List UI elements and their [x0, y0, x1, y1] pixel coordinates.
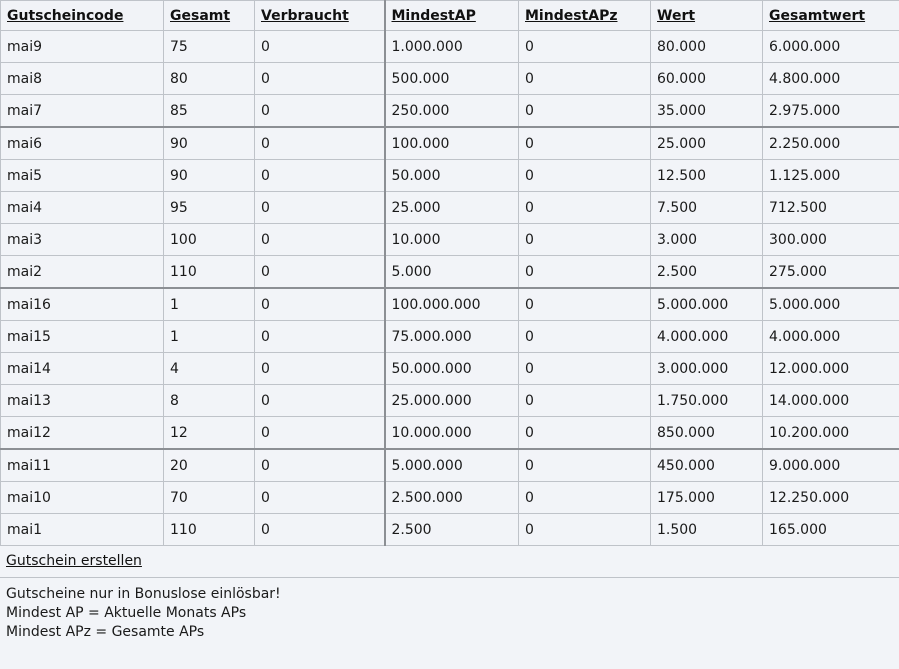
- cell-wert: 1.750.000: [651, 385, 763, 417]
- cell-gesamtwert: 2.975.000: [763, 95, 899, 128]
- table-row: [1, 192, 899, 224]
- sort-link-verbraucht[interactable]: Verbraucht: [261, 8, 349, 24]
- cell-verbraucht: 0: [255, 127, 385, 160]
- cell-code: mai6: [1, 127, 164, 160]
- cell-mindestapz: 0: [519, 127, 651, 160]
- cell-code: mai11: [1, 449, 164, 482]
- cell-gesamtwert: 2.250.000: [763, 127, 899, 160]
- cell-gesamt: 20: [164, 449, 255, 482]
- cell-gesamtwert: 5.000.000: [763, 288, 899, 321]
- note-line: Gutscheine nur in Bonuslose einlösbar!: [6, 585, 893, 604]
- header-mindestap[interactable]: [385, 1, 519, 31]
- cell-wert: 5.000.000: [651, 288, 763, 321]
- cell-mindestap: 250.000: [385, 95, 519, 128]
- table-row: [1, 449, 899, 482]
- table-row: [1, 385, 899, 417]
- note-line: Mindest AP = Aktuelle Monats APs: [6, 604, 893, 623]
- cell-gesamtwert: 10.200.000: [763, 417, 899, 450]
- cell-code: mai10: [1, 482, 164, 514]
- cell-code: mai8: [1, 63, 164, 95]
- cell-mindestap: 50.000.000: [385, 353, 519, 385]
- cell-verbraucht: 0: [255, 321, 385, 353]
- header-verbraucht[interactable]: [255, 1, 385, 31]
- cell-gesamtwert: 9.000.000: [763, 449, 899, 482]
- cell-wert: 25.000: [651, 127, 763, 160]
- header-mindestapz[interactable]: [519, 1, 651, 31]
- cell-verbraucht: 0: [255, 288, 385, 321]
- sort-link-wert[interactable]: Wert: [657, 8, 695, 24]
- cell-code: mai16: [1, 288, 164, 321]
- cell-wert: 2.500: [651, 256, 763, 289]
- table-row: [1, 95, 899, 128]
- cell-mindestapz: 0: [519, 514, 651, 546]
- cell-mindestap: 500.000: [385, 63, 519, 95]
- cell-code: mai15: [1, 321, 164, 353]
- cell-mindestapz: 0: [519, 256, 651, 289]
- cell-code: mai5: [1, 160, 164, 192]
- cell-code: mai12: [1, 417, 164, 450]
- info-notes: [0, 578, 899, 669]
- cell-gesamt: 110: [164, 514, 255, 546]
- cell-gesamt: 80: [164, 63, 255, 95]
- cell-mindestap: 5.000: [385, 256, 519, 289]
- cell-gesamtwert: 12.250.000: [763, 482, 899, 514]
- cell-wert: 7.500: [651, 192, 763, 224]
- cell-code: mai4: [1, 192, 164, 224]
- cell-mindestapz: 0: [519, 417, 651, 450]
- cell-gesamt: 100: [164, 224, 255, 256]
- table-row: [1, 127, 899, 160]
- cell-verbraucht: 0: [255, 224, 385, 256]
- cell-wert: 850.000: [651, 417, 763, 450]
- cell-wert: 3.000: [651, 224, 763, 256]
- table-row: [1, 321, 899, 353]
- cell-mindestap: 2.500.000: [385, 482, 519, 514]
- cell-wert: 60.000: [651, 63, 763, 95]
- table-row: [1, 63, 899, 95]
- cell-mindestap: 2.500: [385, 514, 519, 546]
- cell-verbraucht: 0: [255, 160, 385, 192]
- cell-mindestapz: 0: [519, 224, 651, 256]
- cell-wert: 3.000.000: [651, 353, 763, 385]
- table-row: [1, 417, 899, 450]
- cell-gesamt: 75: [164, 31, 255, 63]
- table-row: [1, 353, 899, 385]
- cell-mindestapz: 0: [519, 160, 651, 192]
- cell-mindestapz: 0: [519, 31, 651, 63]
- header-gutscheincode[interactable]: [1, 1, 164, 31]
- cell-gesamtwert: 12.000.000: [763, 353, 899, 385]
- cell-gesamtwert: 300.000: [763, 224, 899, 256]
- cell-code: mai1: [1, 514, 164, 546]
- table-row: [1, 224, 899, 256]
- header-wert[interactable]: [651, 1, 763, 31]
- cell-gesamt: 90: [164, 160, 255, 192]
- header-gesamtwert[interactable]: [763, 1, 899, 31]
- cell-gesamt: 1: [164, 321, 255, 353]
- cell-mindestapz: 0: [519, 482, 651, 514]
- cell-mindestapz: 0: [519, 353, 651, 385]
- cell-verbraucht: 0: [255, 95, 385, 128]
- cell-mindestap: 25.000.000: [385, 385, 519, 417]
- cell-mindestapz: 0: [519, 321, 651, 353]
- cell-verbraucht: 0: [255, 31, 385, 63]
- create-voucher-row: [0, 546, 899, 578]
- cell-verbraucht: 0: [255, 63, 385, 95]
- table-row: [1, 160, 899, 192]
- cell-wert: 175.000: [651, 482, 763, 514]
- cell-verbraucht: 0: [255, 256, 385, 289]
- cell-wert: 12.500: [651, 160, 763, 192]
- create-voucher-link[interactable]: Gutschein erstellen: [6, 553, 142, 569]
- cell-mindestapz: 0: [519, 192, 651, 224]
- cell-gesamt: 8: [164, 385, 255, 417]
- table-row: [1, 31, 899, 63]
- cell-gesamtwert: 4.800.000: [763, 63, 899, 95]
- cell-code: mai3: [1, 224, 164, 256]
- cell-verbraucht: 0: [255, 353, 385, 385]
- cell-wert: 1.500: [651, 514, 763, 546]
- cell-gesamtwert: 165.000: [763, 514, 899, 546]
- cell-mindestap: 1.000.000: [385, 31, 519, 63]
- table-row: [1, 514, 899, 546]
- table-row: [1, 256, 899, 289]
- cell-code: mai14: [1, 353, 164, 385]
- cell-verbraucht: 0: [255, 449, 385, 482]
- cell-mindestapz: 0: [519, 63, 651, 95]
- cell-mindestapz: 0: [519, 385, 651, 417]
- cell-gesamtwert: 1.125.000: [763, 160, 899, 192]
- cell-gesamtwert: 4.000.000: [763, 321, 899, 353]
- cell-verbraucht: 0: [255, 192, 385, 224]
- cell-wert: 80.000: [651, 31, 763, 63]
- cell-mindestapz: 0: [519, 95, 651, 128]
- cell-mindestap: 100.000: [385, 127, 519, 160]
- cell-gesamt: 90: [164, 127, 255, 160]
- cell-gesamt: 95: [164, 192, 255, 224]
- cell-gesamtwert: 6.000.000: [763, 31, 899, 63]
- sort-link-mindestap[interactable]: MindestAP: [392, 8, 476, 24]
- table-header-row: [1, 1, 899, 31]
- cell-code: mai2: [1, 256, 164, 289]
- cell-gesamt: 1: [164, 288, 255, 321]
- cell-verbraucht: 0: [255, 385, 385, 417]
- cell-wert: 35.000: [651, 95, 763, 128]
- cell-verbraucht: 0: [255, 482, 385, 514]
- cell-mindestap: 100.000.000: [385, 288, 519, 321]
- note-line: Mindest APz = Gesamte APs: [6, 623, 893, 642]
- cell-gesamt: 110: [164, 256, 255, 289]
- cell-code: mai7: [1, 95, 164, 128]
- cell-gesamtwert: 275.000: [763, 256, 899, 289]
- sort-link-gesamt[interactable]: Gesamt: [170, 8, 230, 24]
- cell-mindestap: 75.000.000: [385, 321, 519, 353]
- cell-gesamtwert: 712.500: [763, 192, 899, 224]
- cell-gesamt: 12: [164, 417, 255, 450]
- cell-mindestap: 10.000.000: [385, 417, 519, 450]
- cell-gesamt: 4: [164, 353, 255, 385]
- cell-gesamt: 70: [164, 482, 255, 514]
- cell-gesamtwert: 14.000.000: [763, 385, 899, 417]
- cell-wert: 450.000: [651, 449, 763, 482]
- cell-mindestap: 50.000: [385, 160, 519, 192]
- cell-mindestapz: 0: [519, 288, 651, 321]
- cell-mindestap: 25.000: [385, 192, 519, 224]
- cell-mindestapz: 0: [519, 449, 651, 482]
- cell-mindestap: 10.000: [385, 224, 519, 256]
- sort-link-gesamtwert[interactable]: Gesamtwert: [769, 8, 865, 24]
- cell-mindestap: 5.000.000: [385, 449, 519, 482]
- cell-code: mai13: [1, 385, 164, 417]
- cell-wert: 4.000.000: [651, 321, 763, 353]
- header-gesamt[interactable]: [164, 1, 255, 31]
- table-row: [1, 288, 899, 321]
- cell-verbraucht: 0: [255, 514, 385, 546]
- sort-link-gutscheincode[interactable]: Gutscheincode: [7, 8, 123, 24]
- cell-verbraucht: 0: [255, 417, 385, 450]
- table-row: [1, 482, 899, 514]
- cell-code: mai9: [1, 31, 164, 63]
- cell-gesamt: 85: [164, 95, 255, 128]
- sort-link-mindestapz[interactable]: MindestAPz: [525, 8, 617, 24]
